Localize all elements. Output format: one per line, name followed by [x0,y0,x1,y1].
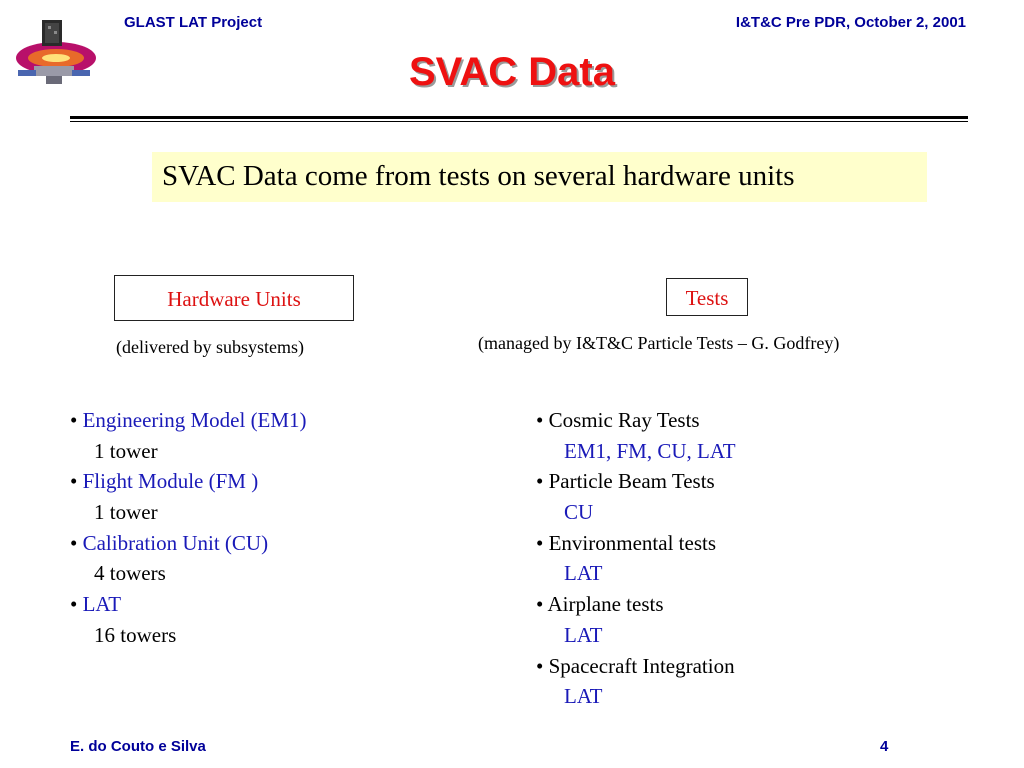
list-item: • Calibration Unit (CU) [70,530,269,555]
tests-label: Tests [685,286,729,310]
title-divider-thin [70,121,968,122]
hardware-item-name: Flight Module (FM ) [82,469,259,494]
test-item-name: Environmental tests [548,530,716,555]
test-item-units: LAT [564,684,603,709]
hardware-list [70,405,307,651]
test-item-name: Airplane tests [547,592,664,617]
footer-page-number: 4 [880,738,889,755]
list-item: • Environmental tests [536,530,716,555]
subtitle-text: SVAC Data come from tests on several hardware units [162,160,795,192]
test-item-units: LAT [564,622,603,647]
test-item-units: LAT [564,561,603,586]
hardware-item-name: LAT [82,592,122,617]
tests-list [536,405,736,712]
test-item-name: Spacecraft Integration [548,653,735,678]
test-item-units: CU [564,500,594,525]
hardware-units-note: (delivered by subsystems) [116,337,304,357]
hardware-units-label: Hardware Units [167,287,301,311]
list-item: • LAT [70,592,122,617]
hardware-item-detail: 1 tower [94,500,158,525]
test-item-units: EM1, FM, CU, LAT [564,438,736,463]
header-event-date: I&T&C Pre PDR, October 2, 2001 [735,14,966,31]
list-item: • Particle Beam Tests [536,469,715,494]
footer-author: E. do Couto e Silva [70,738,206,755]
list-item: • Flight Module (FM ) [70,469,259,494]
header-project: GLAST LAT Project [124,14,263,31]
hardware-units-box [114,275,354,321]
list-item: • Airplane tests [536,592,664,617]
subtitle-box [152,152,927,202]
test-item-name: Cosmic Ray Tests [548,408,700,432]
list-item: • Engineering Model (EM1) [70,408,307,432]
hardware-item-detail: 1 tower [94,438,158,463]
hardware-item-name: Engineering Model (EM1) [82,408,307,432]
test-item-name: Particle Beam Tests [548,469,715,494]
list-item: • Cosmic Ray Tests [536,408,700,432]
tests-note: (managed by I&T&C Particle Tests – G. Godfrey) [478,333,840,353]
page-title: SVAC Data [409,50,615,94]
title-divider-thick [70,116,968,119]
hardware-item-name: Calibration Unit (CU) [82,530,269,555]
hardware-item-detail: 16 towers [94,622,177,647]
list-item: • Spacecraft Integration [536,653,735,678]
tests-box [666,278,748,316]
hardware-item-detail: 4 towers [94,561,166,586]
